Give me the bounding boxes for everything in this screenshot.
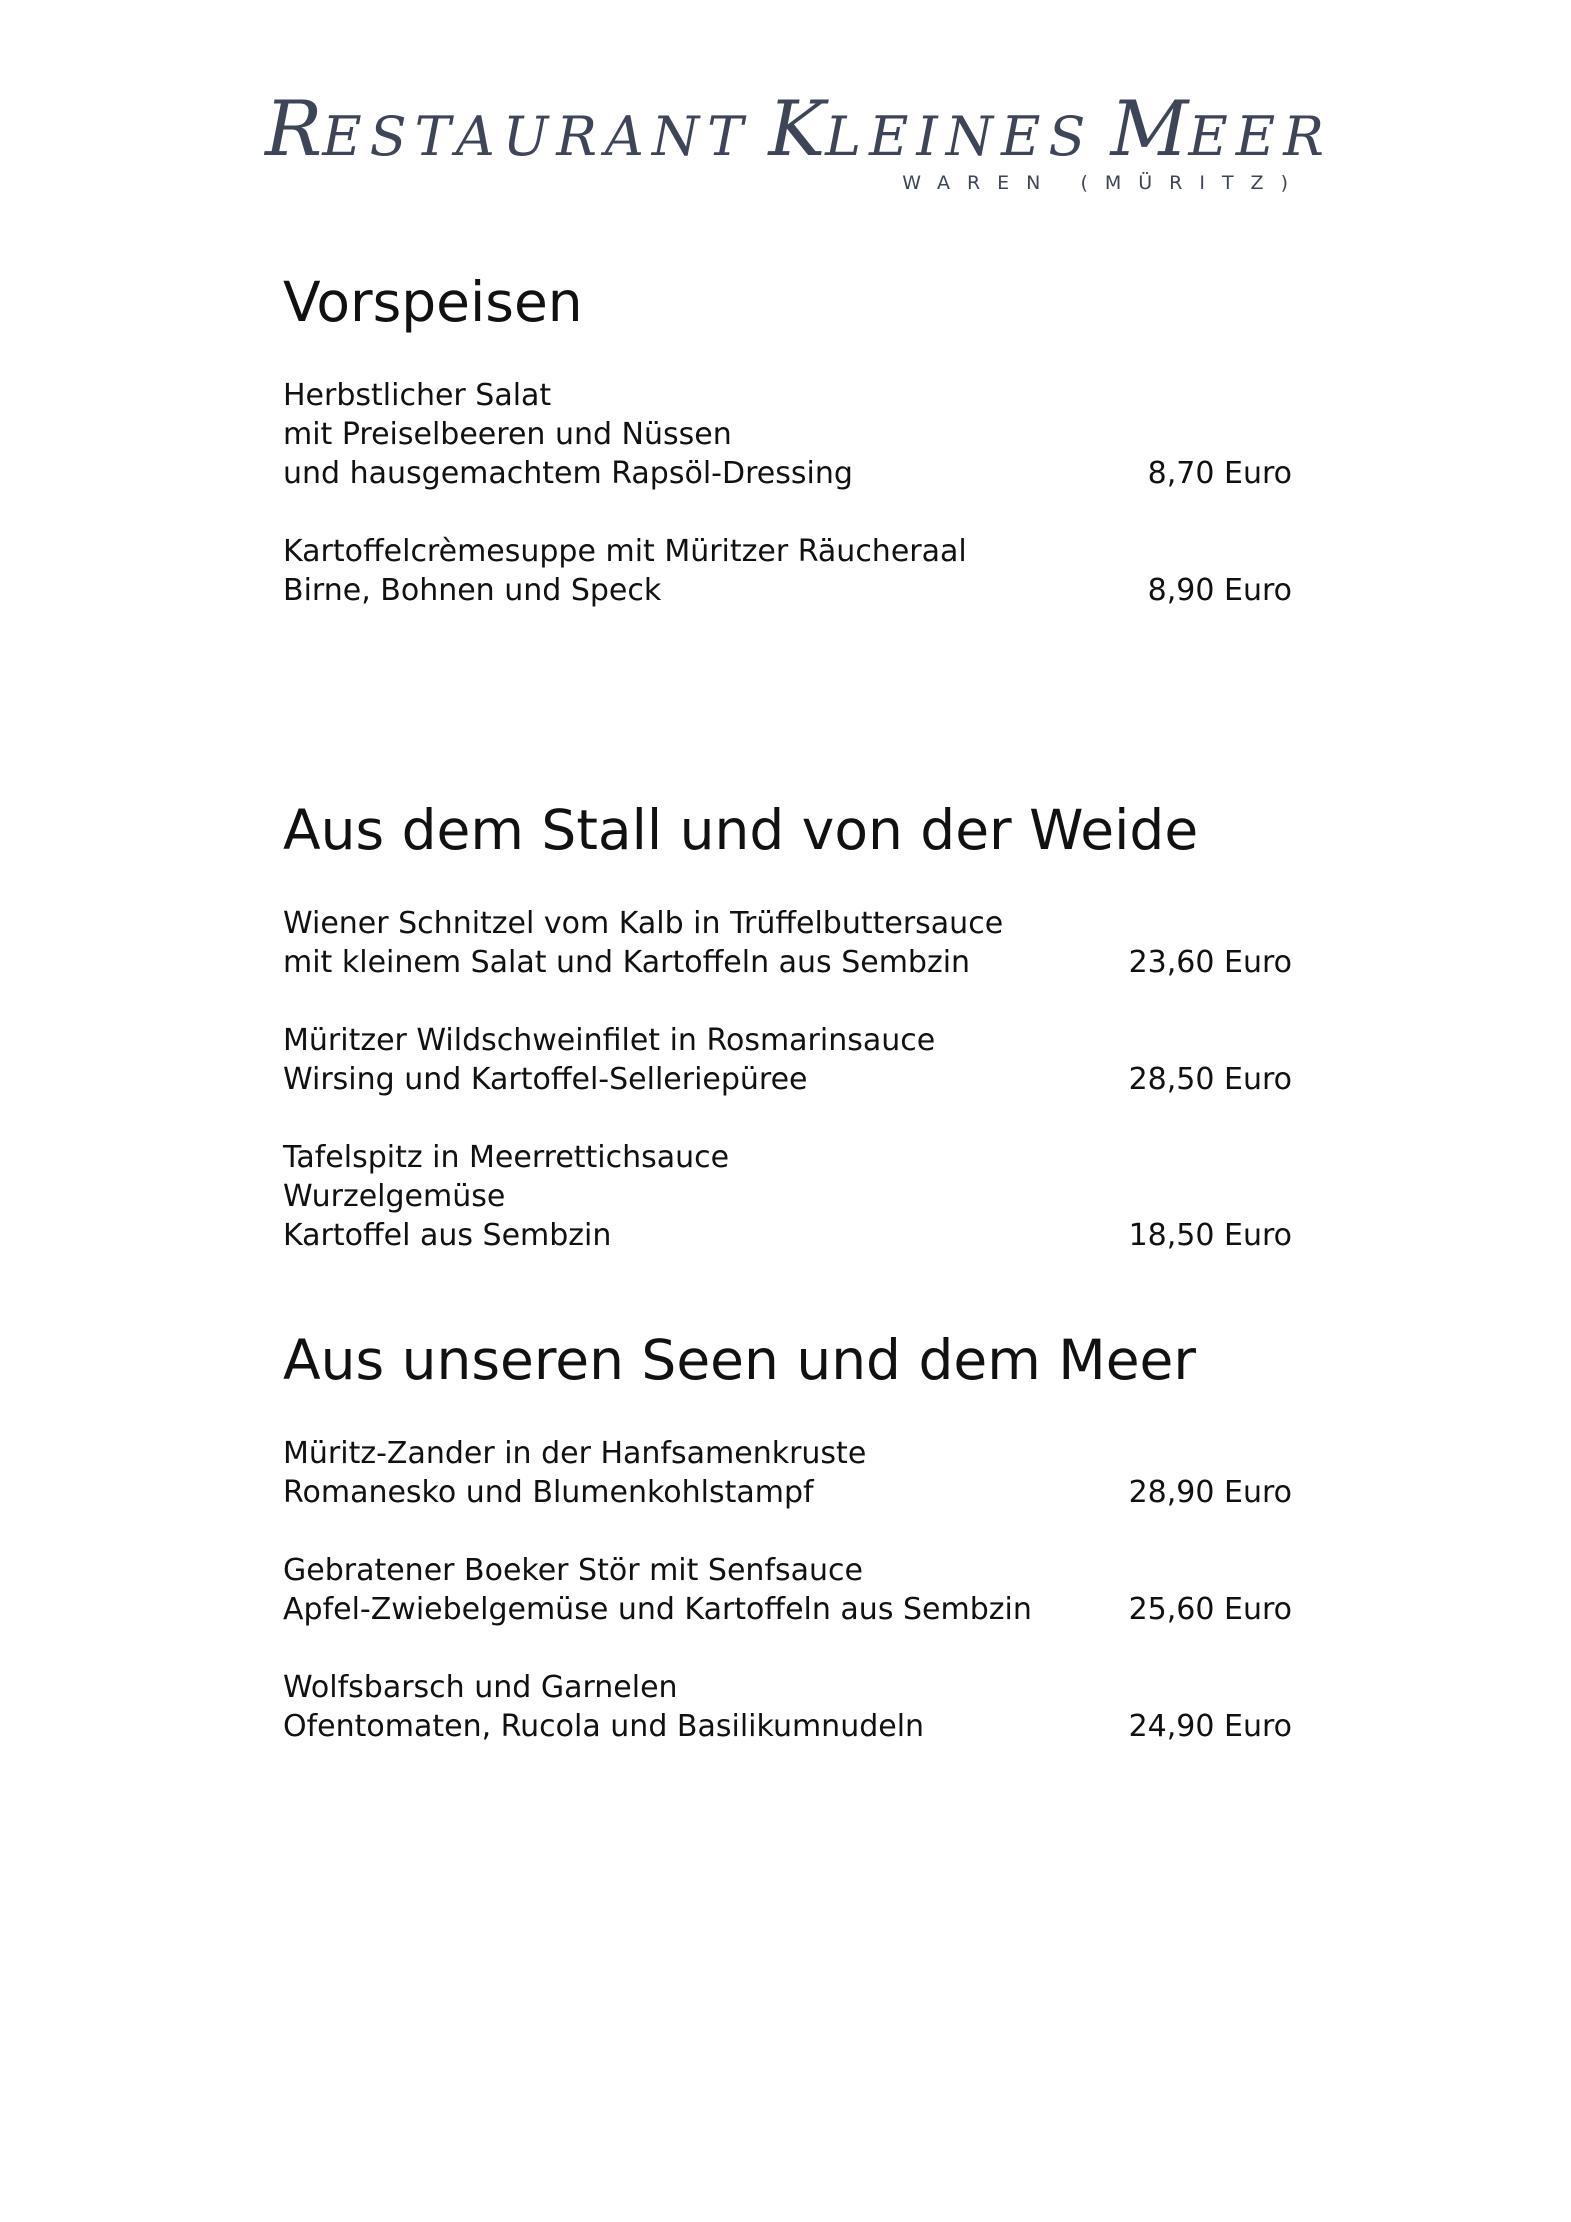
menu-item-description: Apfel-Zwiebelgemüse und Kartoffeln aus Sembzin xyxy=(283,1592,1032,1627)
menu-item-description: Tafelspitz in Meerrettichsauce xyxy=(283,1140,730,1175)
restaurant-logo xyxy=(265,84,1332,212)
menu-item xyxy=(283,1434,1292,1512)
menu-item-list xyxy=(283,904,1292,1255)
menu-item-price: 8,70 Euro xyxy=(1147,456,1292,491)
menu-item-price: 23,60 Euro xyxy=(1128,945,1292,980)
menu-item-price: 24,90 Euro xyxy=(1128,1709,1292,1744)
menu-item-description: Kartoffelcrèmesuppe mit Müritzer Räucheraal xyxy=(283,534,967,569)
menu-item-description: Wiener Schnitzel vom Kalb in Trüffelbuttersauce xyxy=(283,906,1004,941)
menu-item-description: Birne, Bohnen und Speck xyxy=(283,573,662,608)
section-title: Vorspeisen xyxy=(283,270,583,334)
menu-item xyxy=(283,532,1292,610)
menu-item-price: 28,50 Euro xyxy=(1128,1062,1292,1097)
menu-item-price: 18,50 Euro xyxy=(1128,1218,1292,1253)
menu-item-description: Gebratener Boeker Stör mit Senfsauce xyxy=(283,1553,863,1588)
section-title: Aus unseren Seen und dem Meer xyxy=(283,1328,1197,1392)
menu-section xyxy=(283,1320,1292,1746)
section-title: Aus dem Stall und von der Weide xyxy=(283,798,1199,862)
menu-section xyxy=(283,790,1292,1255)
menu-item-price: 25,60 Euro xyxy=(1128,1592,1292,1627)
menu-item-description: Kartoffel aus Sembzin xyxy=(283,1218,612,1253)
menu-item-list xyxy=(283,1434,1292,1746)
menu-item-list xyxy=(283,376,1292,610)
menu-item-description: mit kleinem Salat und Kartoffeln aus Sembzin xyxy=(283,945,971,980)
menu-item-price: 8,90 Euro xyxy=(1147,573,1292,608)
menu-item-price: 28,90 Euro xyxy=(1128,1475,1292,1510)
menu-item-description: Wirsing und Kartoffel-Selleriepüree xyxy=(283,1062,808,1097)
menu-item-description: Romanesko und Blumenkohlstampf xyxy=(283,1475,814,1510)
menu-item xyxy=(283,904,1292,982)
logo-restaurant-name: RESTAURANT KLEINES MEER xyxy=(265,84,1332,173)
menu-item xyxy=(283,376,1292,493)
menu-body xyxy=(283,262,1292,1746)
menu-item-description: Ofentomaten, Rucola und Basilikumnudeln xyxy=(283,1709,925,1744)
menu-item xyxy=(283,1551,1292,1629)
menu-item-description: mit Preiselbeeren und Nüssen xyxy=(283,417,732,452)
menu-item xyxy=(283,1021,1292,1099)
menu-item-description: und hausgemachtem Rapsöl-Dressing xyxy=(283,456,853,491)
menu-section xyxy=(283,262,1292,610)
menu-item-description: Müritz-Zander in der Hanfsamenkruste xyxy=(283,1436,867,1471)
menu-item-description: Wurzelgemüse xyxy=(283,1179,506,1214)
menu-item-description: Müritzer Wildschweinfilet in Rosmarinsauce xyxy=(283,1023,936,1058)
menu-item-description: Wolfsbarsch und Garnelen xyxy=(283,1670,678,1705)
logo-location: WAREN (MÜRITZ) xyxy=(902,172,1305,194)
menu-item xyxy=(283,1138,1292,1255)
menu-item xyxy=(283,1668,1292,1746)
menu-item-description: Herbstlicher Salat xyxy=(283,378,552,413)
